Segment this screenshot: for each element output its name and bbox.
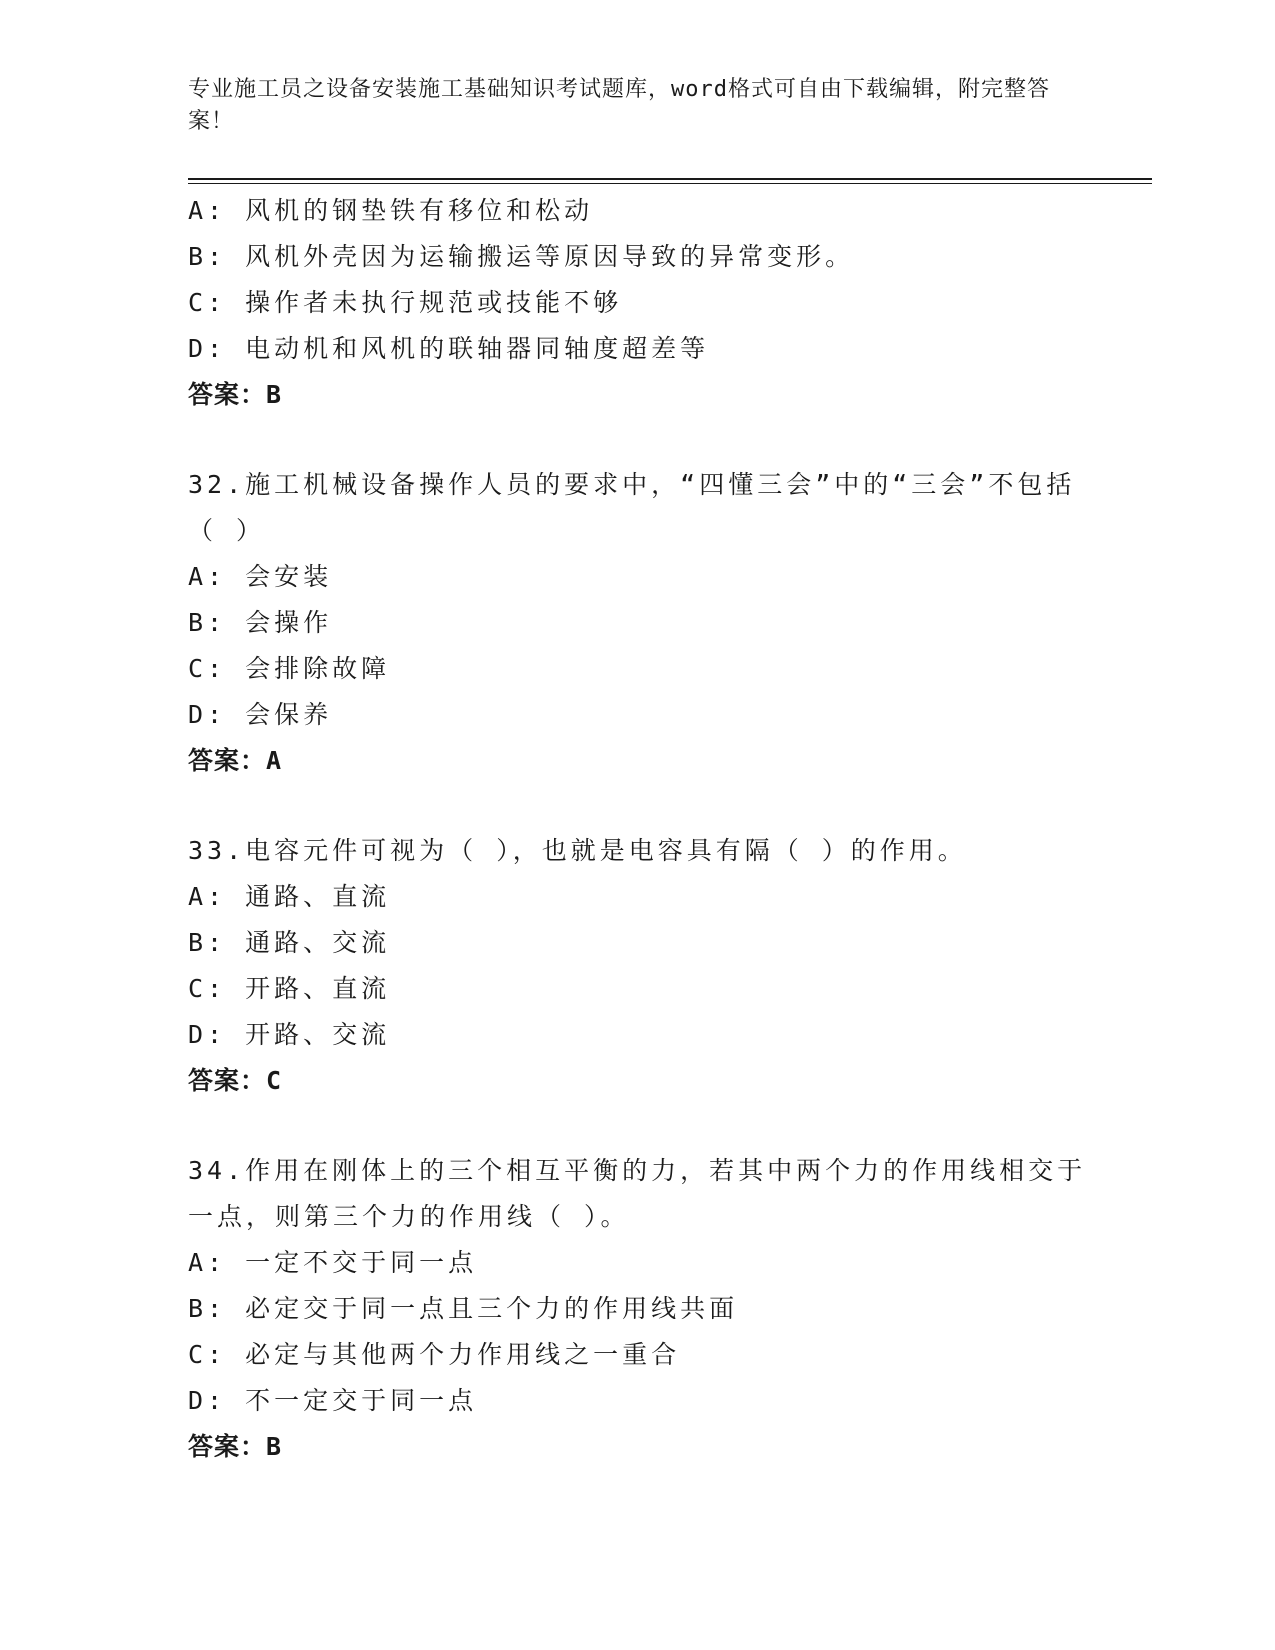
- question-block-34: [188, 1148, 1088, 1470]
- option-d: D: 开路、交流: [188, 1020, 391, 1049]
- question-block-33: [188, 828, 1088, 1104]
- option-a: A: 一定不交于同一点: [188, 1248, 478, 1277]
- option-d: D: 电动机和风机的联轴器同轴度超差等: [188, 334, 710, 363]
- option-a: A: 风机的钢垫铁有移位和松动: [188, 196, 594, 225]
- option-c: C: 必定与其他两个力作用线之一重合: [188, 1340, 681, 1369]
- option-d: D: 不一定交于同一点: [188, 1386, 478, 1415]
- question-text: 33.电容元件可视为（ ），也就是电容具有隔（ ）的作用。: [188, 836, 967, 865]
- option-c: C: 开路、直流: [188, 974, 391, 1003]
- header-divider-thick: [188, 178, 1152, 180]
- question-text: 32.施工机械设备操作人员的要求中，“四懂三会”中的“三会”不包括（ ）: [188, 470, 1076, 545]
- question-text: 34.作用在刚体上的三个相互平衡的力，若其中两个力的作用线相交于一点，则第三个力的作用线（ ）。: [188, 1156, 1087, 1231]
- answer-line: 答案：C: [188, 1066, 283, 1095]
- option-a: A: 通路、直流: [188, 882, 391, 911]
- answer-line: 答案：B: [188, 1432, 283, 1461]
- question-block-31: [188, 188, 1088, 418]
- document-header: 专业施工员之设备安装施工基础知识考试题库，word格式可自由下载编辑，附完整答案！: [188, 77, 1050, 134]
- option-b: B: 风机外壳因为运输搬运等原因导致的异常变形。: [188, 242, 855, 271]
- header-divider-thin: [188, 183, 1152, 184]
- answer-line: 答案：A: [188, 746, 283, 775]
- question-block-32: [188, 462, 1088, 784]
- option-b: B: 通路、交流: [188, 928, 391, 957]
- option-a: A: 会安装: [188, 562, 333, 591]
- answer-line: 答案：B: [188, 380, 283, 409]
- option-b: B: 必定交于同一点且三个力的作用线共面: [188, 1294, 739, 1323]
- option-b: B: 会操作: [188, 608, 333, 637]
- option-c: C: 操作者未执行规范或技能不够: [188, 288, 623, 317]
- question-list: [188, 188, 1088, 1470]
- option-c: C: 会排除故障: [188, 654, 391, 683]
- option-d: D: 会保养: [188, 700, 333, 729]
